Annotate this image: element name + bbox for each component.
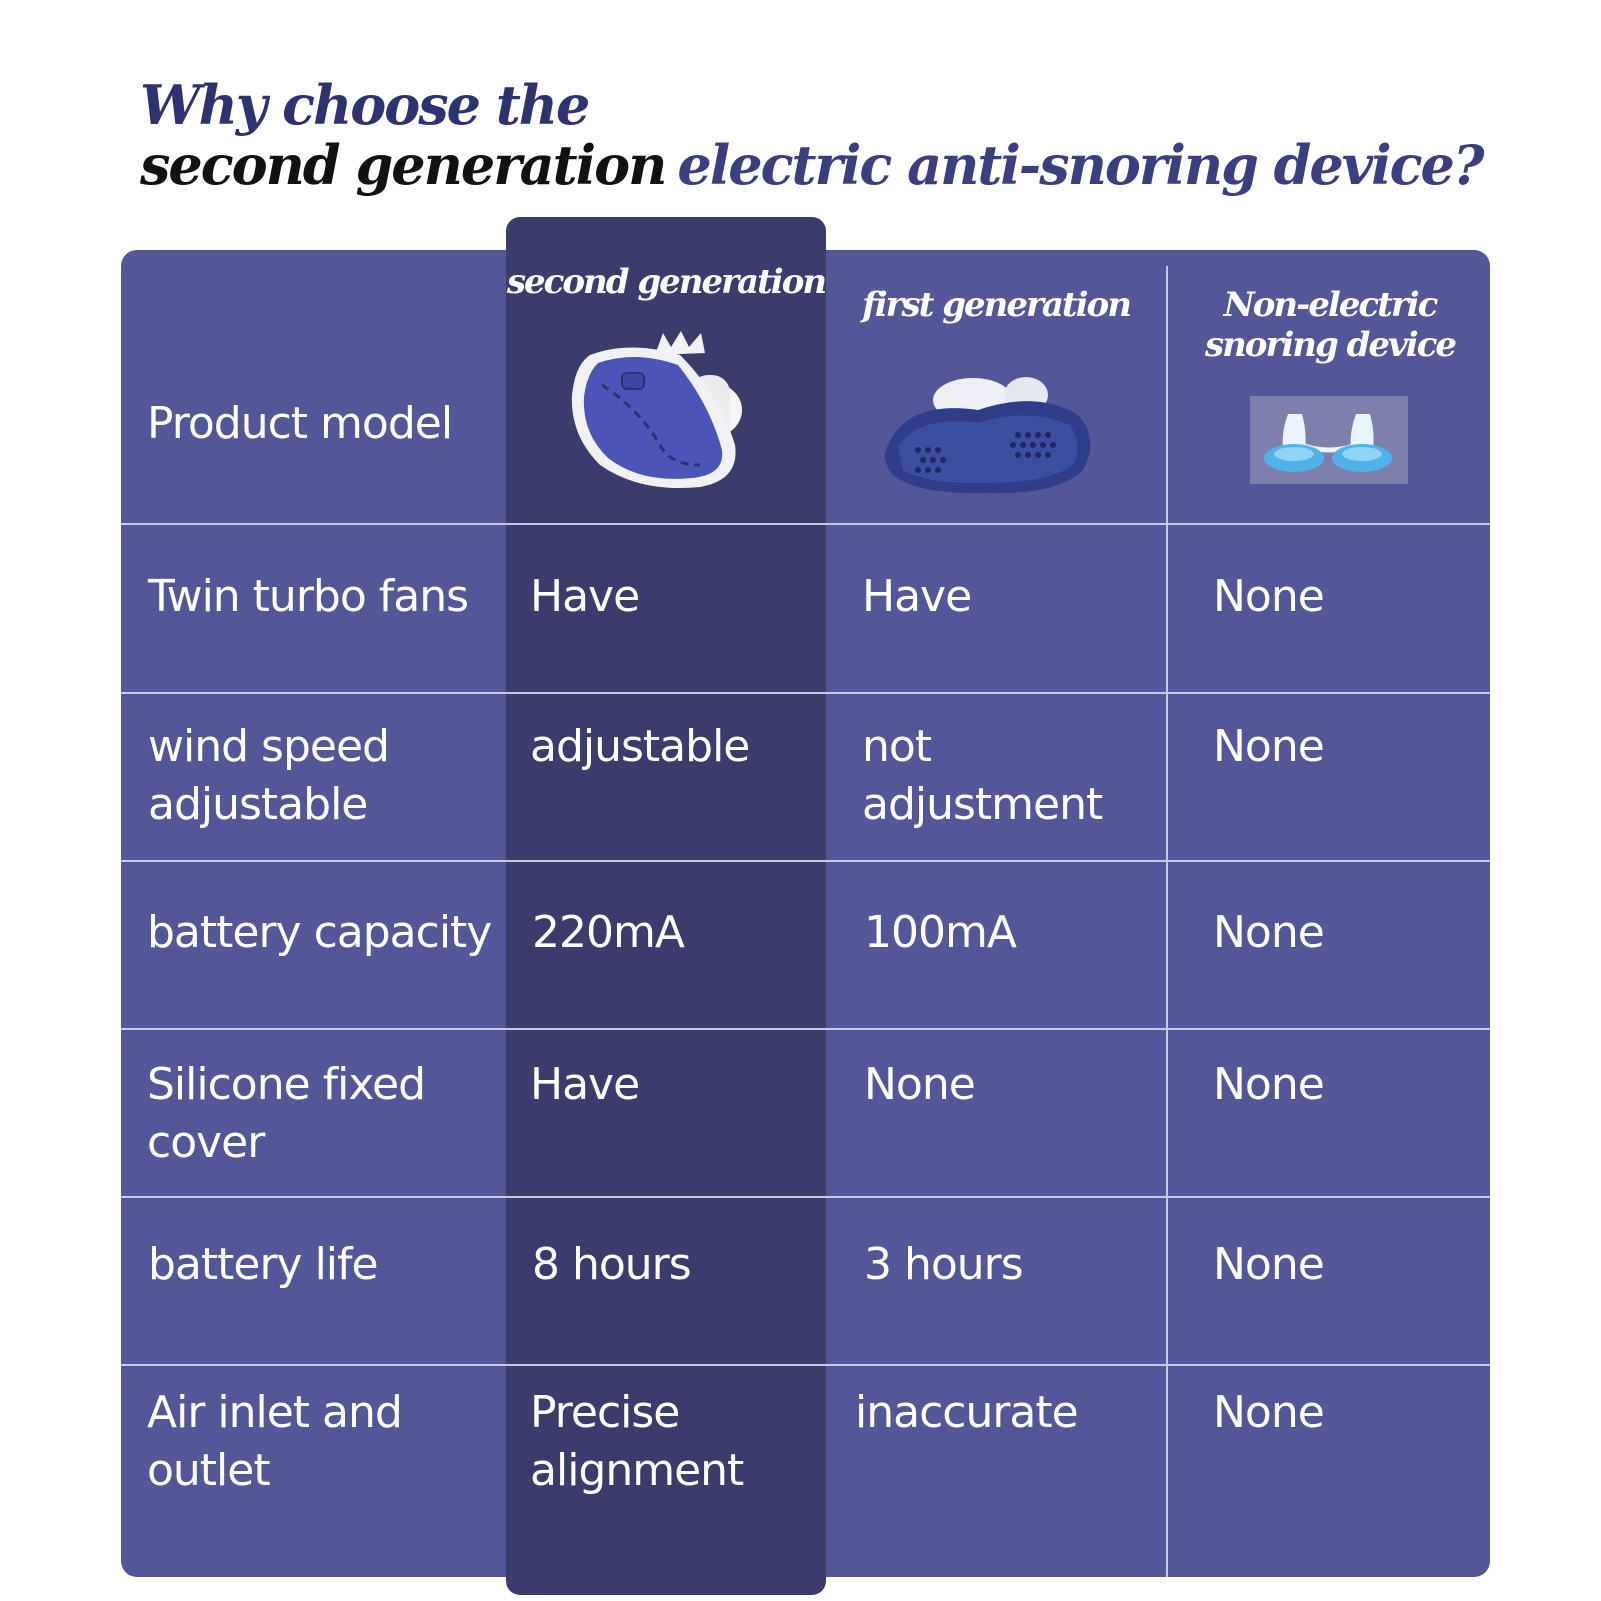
title-line-1: Why choose the bbox=[140, 73, 589, 137]
row-divider bbox=[121, 523, 1490, 525]
row-label-product-model: Product model bbox=[147, 398, 453, 449]
row-divider bbox=[121, 1196, 1490, 1198]
column-header-first-generation: first generation bbox=[862, 285, 1130, 325]
cell-non-electric-silicone-cover: None bbox=[1213, 1059, 1324, 1110]
page-title bbox=[140, 73, 1483, 197]
title-highlight: second generation bbox=[140, 133, 666, 197]
cell-non-electric-twin-turbo-fans: None bbox=[1213, 571, 1324, 622]
cell-non-electric-battery-life: None bbox=[1213, 1239, 1324, 1290]
cell-non-electric-wind-speed: None bbox=[1213, 721, 1324, 772]
first-generation-device-image bbox=[878, 355, 1108, 505]
row-label-air-inlet-outlet: Air inlet and outlet bbox=[147, 1387, 402, 1496]
row-divider bbox=[121, 1028, 1490, 1030]
cell-first-air-inlet-outlet: inaccurate bbox=[855, 1387, 1078, 1438]
cell-first-twin-turbo-fans: Have bbox=[862, 571, 972, 622]
cell-second-wind-speed: adjustable bbox=[530, 721, 750, 772]
cell-first-battery-capacity: 100mA bbox=[864, 907, 1016, 958]
column-header-non-electric: Non-electric snoring device bbox=[1204, 285, 1456, 365]
row-divider bbox=[121, 1364, 1490, 1366]
cell-first-silicone-cover: None bbox=[864, 1059, 975, 1110]
row-divider bbox=[121, 860, 1490, 862]
non-electric-device-image bbox=[1250, 396, 1408, 484]
cell-first-wind-speed: not adjustment bbox=[862, 721, 1103, 830]
title-rest: electric anti-snoring device? bbox=[677, 133, 1483, 197]
column-divider bbox=[1166, 266, 1168, 1577]
row-label-wind-speed: wind speed adjustable bbox=[148, 721, 389, 830]
row-label-battery-capacity: battery capacity bbox=[147, 907, 492, 958]
second-generation-device-image bbox=[560, 315, 780, 505]
cell-second-silicone-cover: Have bbox=[530, 1059, 640, 1110]
cell-non-electric-battery-capacity: None bbox=[1213, 907, 1324, 958]
row-label-twin-turbo-fans: Twin turbo fans bbox=[148, 571, 469, 622]
cell-second-air-inlet-outlet: Precise alignment bbox=[530, 1387, 744, 1496]
title-line-2 bbox=[140, 133, 1483, 197]
column-header-second-generation: second generation bbox=[506, 262, 826, 302]
cell-second-battery-capacity: 220mA bbox=[532, 907, 684, 958]
cell-second-battery-life: 8 hours bbox=[532, 1239, 691, 1290]
row-divider bbox=[121, 692, 1490, 694]
row-label-silicone-cover: Silicone fixed cover bbox=[147, 1059, 426, 1168]
cell-second-twin-turbo-fans: Have bbox=[530, 571, 640, 622]
row-label-battery-life: battery life bbox=[148, 1239, 378, 1290]
cell-non-electric-air-inlet-outlet: None bbox=[1213, 1387, 1324, 1438]
cell-first-battery-life: 3 hours bbox=[864, 1239, 1023, 1290]
